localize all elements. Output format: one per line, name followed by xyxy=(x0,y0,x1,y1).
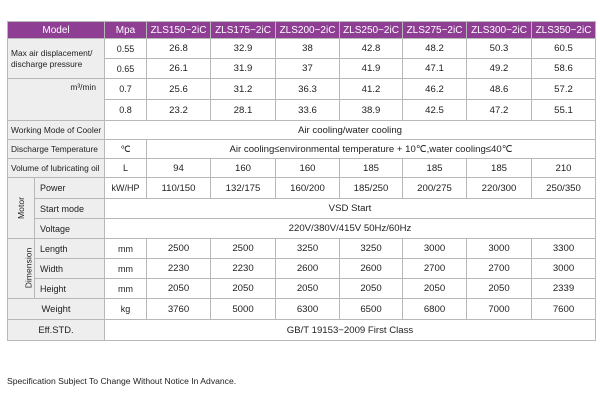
cell: 5000 xyxy=(211,299,276,320)
cell: 3000 xyxy=(532,259,596,279)
mpa-value: 0.7 xyxy=(105,79,147,100)
cell: 38 xyxy=(276,39,340,59)
cell: 31.9 xyxy=(211,59,276,79)
cell: 132/175 xyxy=(211,178,276,199)
weight-label: Weight xyxy=(8,299,105,320)
cell: 46.2 xyxy=(403,79,467,100)
oil-label: Volume of lubricating oil xyxy=(8,159,105,178)
mpa-value: 0.8 xyxy=(105,100,147,121)
cell: 6500 xyxy=(340,299,403,320)
width-label: Width xyxy=(35,259,105,279)
air-label-line1: Max air displacement/ xyxy=(11,48,93,58)
header-mpa: Mpa xyxy=(105,22,147,39)
cell: 3000 xyxy=(403,239,467,259)
discharge-temp-row xyxy=(8,140,596,159)
motor-group-text: Motor xyxy=(16,196,26,219)
cell: 185/250 xyxy=(340,178,403,199)
cell: 47.2 xyxy=(467,100,532,121)
cell: 57.2 xyxy=(532,79,596,100)
start-mode-value: VSD Start xyxy=(105,199,596,219)
air-label-line2: discharge pressure xyxy=(11,58,83,69)
oil-unit: L xyxy=(105,159,147,178)
cell: 2700 xyxy=(403,259,467,279)
cell: 2500 xyxy=(211,239,276,259)
cell: 32.9 xyxy=(211,39,276,59)
voltage-label: Voltage xyxy=(35,219,105,239)
cell: 26.1 xyxy=(147,59,211,79)
cell: 160 xyxy=(276,159,340,178)
eff-label: Eff.STD. xyxy=(8,320,105,341)
cell: 47.1 xyxy=(403,59,467,79)
oil-row xyxy=(8,159,596,178)
cell: 2050 xyxy=(276,279,340,299)
cell: 2700 xyxy=(467,259,532,279)
cell: 2230 xyxy=(211,259,276,279)
cell: 2050 xyxy=(211,279,276,299)
cooler-label: Working Mode of Cooler xyxy=(8,121,105,140)
header-model-1: ZLS150−2iC xyxy=(147,22,211,39)
cell: 2500 xyxy=(147,239,211,259)
cell: 6800 xyxy=(403,299,467,320)
motor-group-label xyxy=(8,178,35,239)
cell: 41.2 xyxy=(340,79,403,100)
cell: 220/300 xyxy=(467,178,532,199)
cell: 36.3 xyxy=(276,79,340,100)
cell: 2600 xyxy=(340,259,403,279)
cell: 3250 xyxy=(340,239,403,259)
cell: 42.8 xyxy=(340,39,403,59)
cell: 50.3 xyxy=(467,39,532,59)
dimension-group-label xyxy=(8,239,35,299)
footnote: Specification Subject To Change Without Notice In Advance. xyxy=(7,376,237,386)
cell: 25.6 xyxy=(147,79,211,100)
eff-row xyxy=(8,320,596,341)
cell: 33.6 xyxy=(276,100,340,121)
length-unit: mm xyxy=(105,239,147,259)
header-model-3: ZLS200−2iC xyxy=(276,22,340,39)
header-model: Model xyxy=(8,22,105,39)
cell: 6300 xyxy=(276,299,340,320)
cooler-row xyxy=(8,121,596,140)
header-model-2: ZLS175−2iC xyxy=(211,22,276,39)
cell: 2050 xyxy=(340,279,403,299)
air-unit-text: m³/min xyxy=(70,82,96,92)
header-model-6: ZLS300−2iC xyxy=(467,22,532,39)
cell: 7000 xyxy=(467,299,532,320)
cell: 2050 xyxy=(403,279,467,299)
motor-power-row xyxy=(8,178,596,199)
air-label xyxy=(8,39,105,79)
cell: 49.2 xyxy=(467,59,532,79)
cell: 38.9 xyxy=(340,100,403,121)
power-label: Power xyxy=(35,178,105,199)
voltage-value: 220V/380V/415V 50Hz/60Hz xyxy=(105,219,596,239)
discharge-temp-value: Air cooling≤environmental temperature + 10℃,water cooling≤40℃ xyxy=(147,140,596,159)
length-row xyxy=(8,239,596,259)
header-model-4: ZLS250−2iC xyxy=(340,22,403,39)
cell: 41.9 xyxy=(340,59,403,79)
eff-value: GB/T 19153−2009 First Class xyxy=(105,320,596,341)
height-row xyxy=(8,279,596,299)
cell: 94 xyxy=(147,159,211,178)
cell: 2050 xyxy=(147,279,211,299)
cell: 28.1 xyxy=(211,100,276,121)
cell: 42.5 xyxy=(403,100,467,121)
dimension-group-text: Dimension xyxy=(23,247,34,289)
cell: 58.6 xyxy=(532,59,596,79)
cell: 3300 xyxy=(532,239,596,259)
cell: 7600 xyxy=(532,299,596,320)
width-row xyxy=(8,259,596,279)
cell: 185 xyxy=(467,159,532,178)
cell: 185 xyxy=(340,159,403,178)
cooler-value: Air cooling/water cooling xyxy=(105,121,596,140)
mpa-value: 0.65 xyxy=(105,59,147,79)
start-mode-label: Start mode xyxy=(35,199,105,219)
cell: 31.2 xyxy=(211,79,276,100)
air-row xyxy=(8,39,596,59)
width-unit: mm xyxy=(105,259,147,279)
cell: 200/275 xyxy=(403,178,467,199)
cell: 23.2 xyxy=(147,100,211,121)
cell: 210 xyxy=(532,159,596,178)
cell: 48.6 xyxy=(467,79,532,100)
cell: 160 xyxy=(211,159,276,178)
cell: 2600 xyxy=(276,259,340,279)
discharge-temp-unit: ℃ xyxy=(105,140,147,159)
cell: 160/200 xyxy=(276,178,340,199)
cell: 3760 xyxy=(147,299,211,320)
cell: 37 xyxy=(276,59,340,79)
cell: 3000 xyxy=(467,239,532,259)
cell: 3250 xyxy=(276,239,340,259)
header-model-5: ZLS275−2iC xyxy=(403,22,467,39)
cell: 2050 xyxy=(467,279,532,299)
power-unit: kW/HP xyxy=(105,178,147,199)
spec-table xyxy=(7,21,596,341)
cell: 2230 xyxy=(147,259,211,279)
weight-unit: kg xyxy=(105,299,147,320)
cell: 26.8 xyxy=(147,39,211,59)
cell: 60.5 xyxy=(532,39,596,59)
air-row xyxy=(8,79,596,100)
air-unit-label xyxy=(8,79,105,121)
mpa-value: 0.55 xyxy=(105,39,147,59)
cell: 55.1 xyxy=(532,100,596,121)
cell: 250/350 xyxy=(532,178,596,199)
length-label: Length xyxy=(35,239,105,259)
height-unit: mm xyxy=(105,279,147,299)
start-mode-row xyxy=(8,199,596,219)
height-label: Height xyxy=(35,279,105,299)
header-row xyxy=(8,22,596,39)
voltage-row xyxy=(8,219,596,239)
weight-row xyxy=(8,299,596,320)
cell: 48.2 xyxy=(403,39,467,59)
cell: 110/150 xyxy=(147,178,211,199)
cell: 2339 xyxy=(532,279,596,299)
cell: 185 xyxy=(403,159,467,178)
header-model-7: ZLS350−2iC xyxy=(532,22,596,39)
discharge-temp-label: Discharge Temperature xyxy=(8,140,105,159)
